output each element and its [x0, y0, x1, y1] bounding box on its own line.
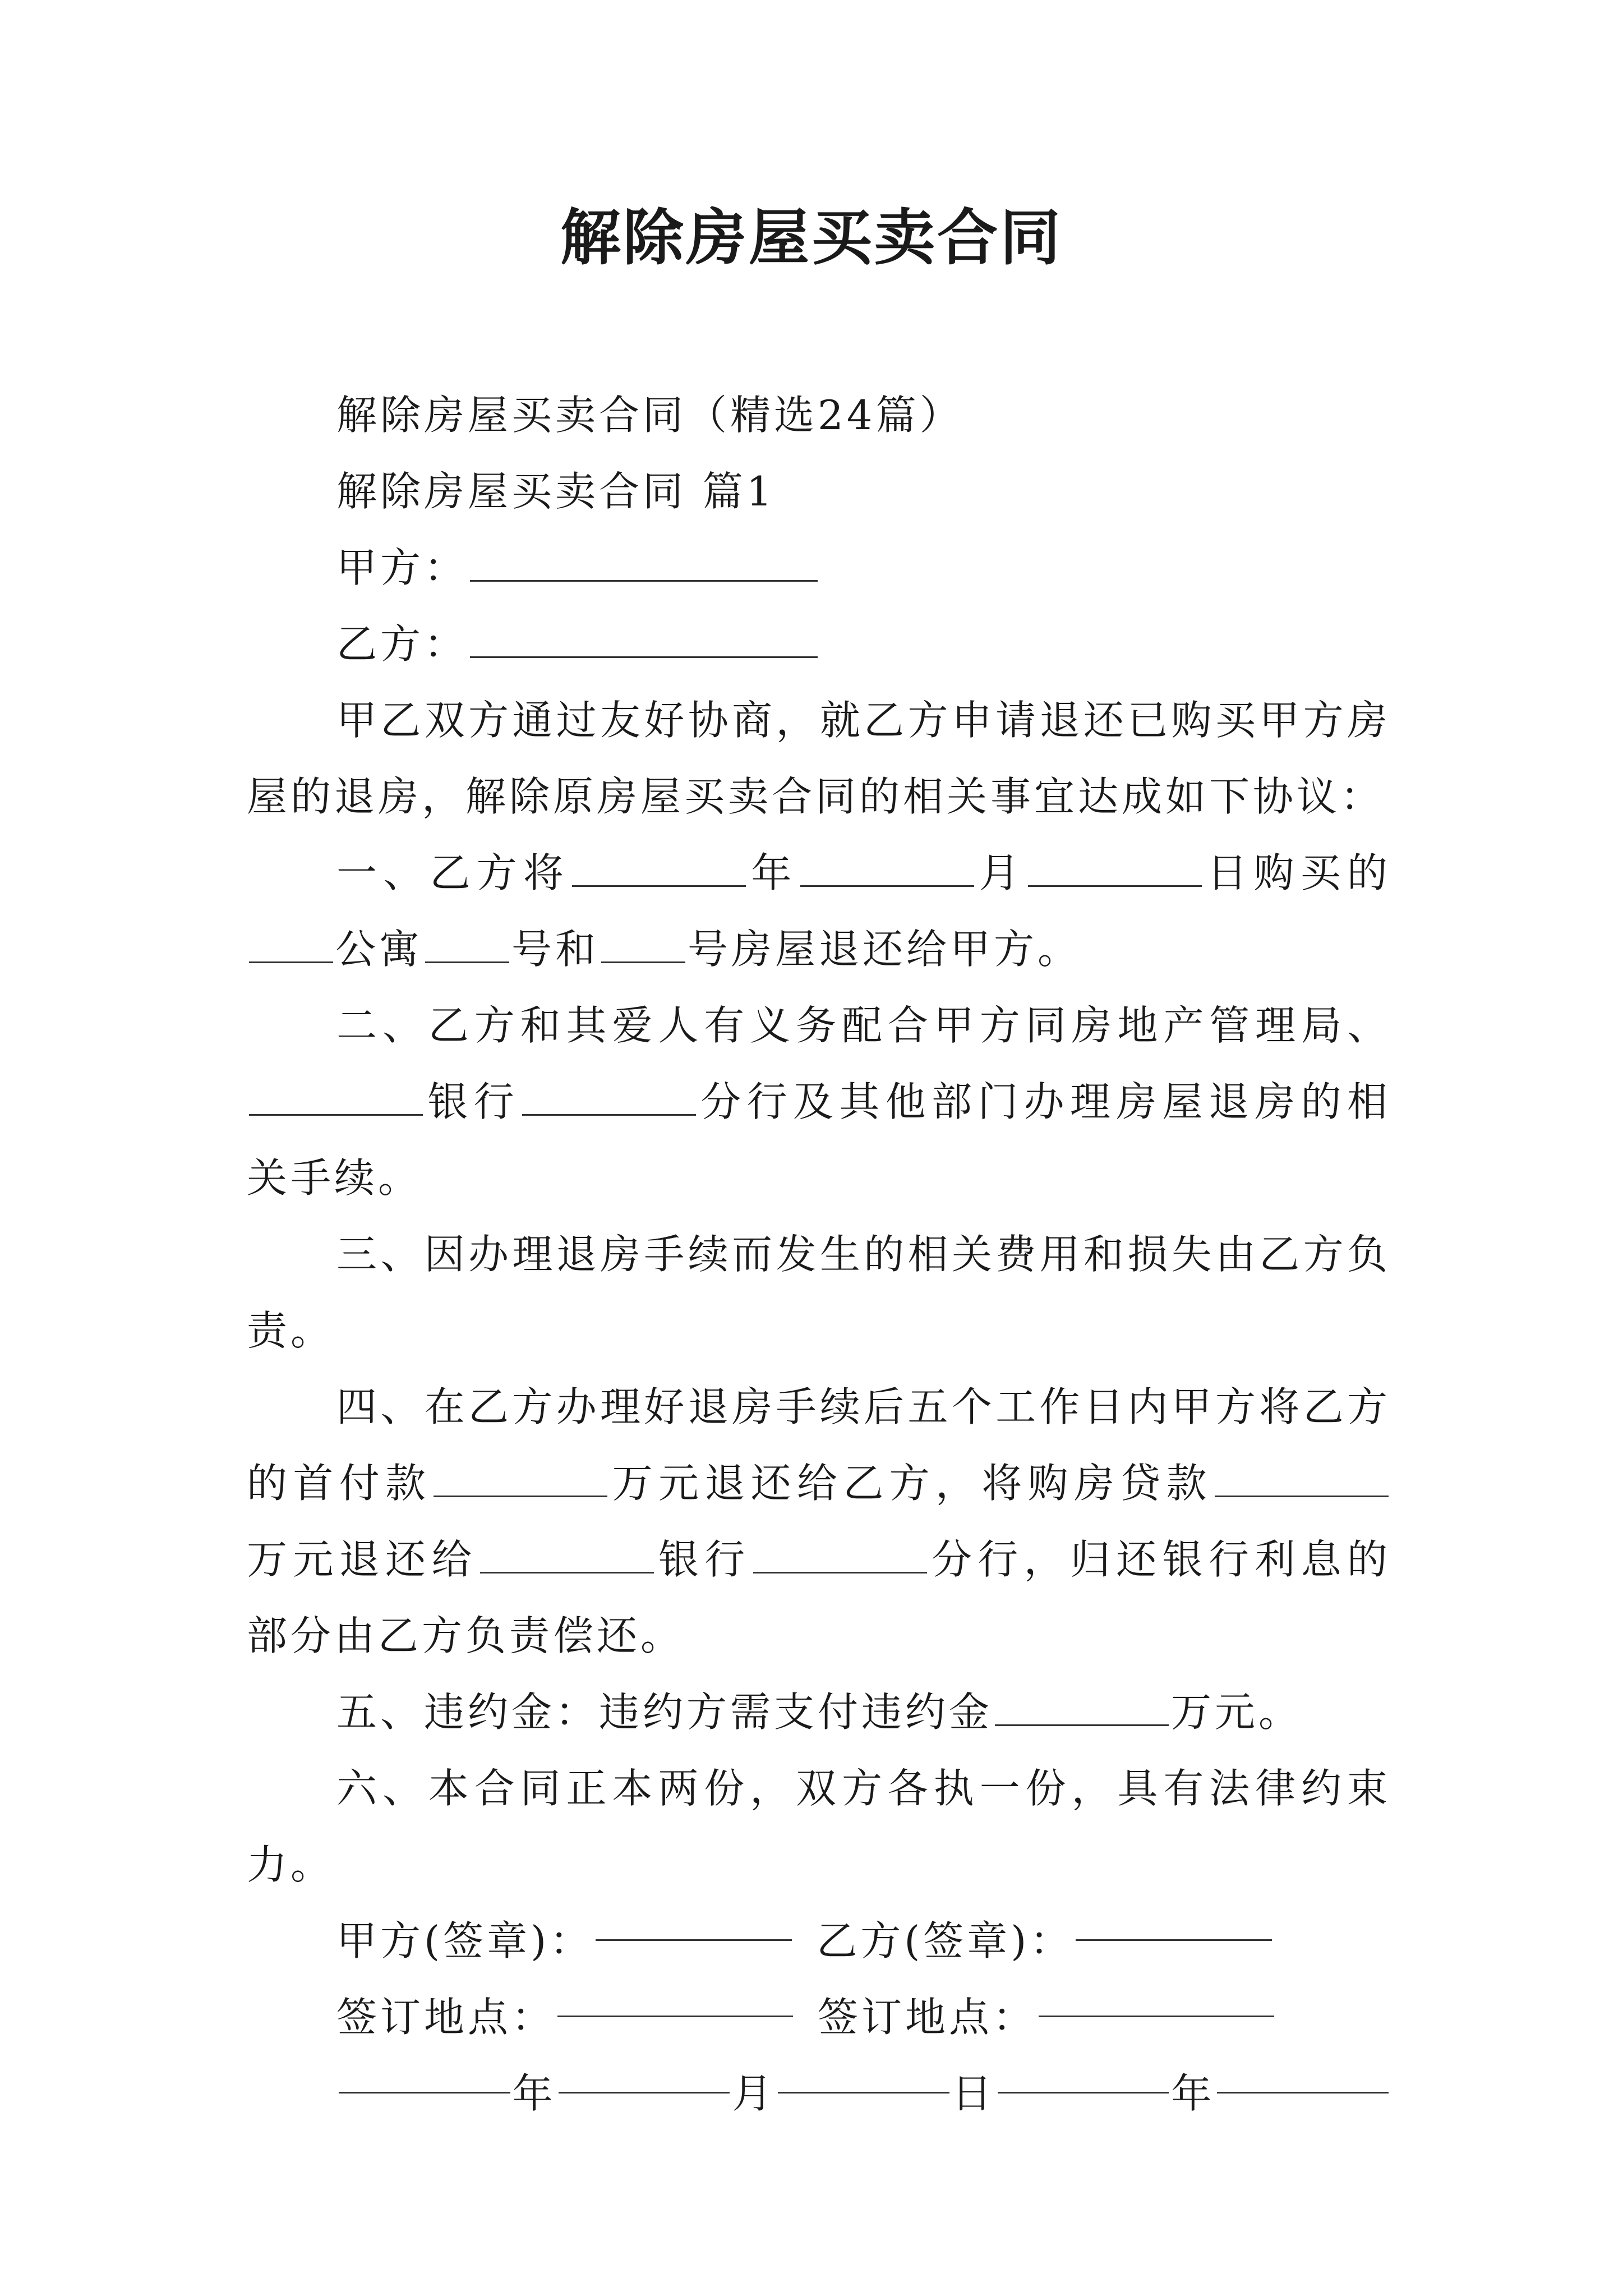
clause-1-month-blank[interactable] [800, 849, 974, 887]
party-b-place-blank[interactable] [1039, 1979, 1274, 2017]
clause-4-downpayment-blank[interactable] [434, 1459, 607, 1497]
clause-4-loan-blank[interactable] [1215, 1459, 1389, 1497]
date-row: 年 月 日 年 [247, 2055, 1391, 2132]
party-b-blank[interactable] [470, 620, 818, 658]
clause-1-apartment-blank[interactable] [249, 925, 333, 963]
date-month2-blank[interactable] [1217, 2055, 1389, 2093]
clause-4-branch-blank[interactable] [753, 1535, 927, 1573]
intro-paragraph: 甲乙双方通过友好协商，就乙方申请退还已购买甲方房屋的退房，解除原房屋买卖合同的相关事宜达成如下协议： [247, 697, 1391, 820]
clause-1-number2-blank[interactable] [601, 925, 685, 963]
party-a-signature-blank[interactable] [596, 1903, 792, 1941]
clause-3: 三、因办理退房手续而发生的相关费用和损失由乙方负责。 [247, 1231, 1391, 1354]
chapter-heading: 解除房屋买卖合同 篇1 [336, 468, 776, 515]
party-a-line: 甲方： [247, 530, 1391, 606]
document-body [247, 377, 1391, 2132]
clause-5: 五、违约金：违约方需支付违约金 万元。 [336, 1688, 1303, 1736]
clause-6: 六、本合同正本两份，双方各执一份，具有法律约束力。 [247, 1765, 1391, 1888]
clause-2-bank-blank[interactable] [249, 1078, 423, 1116]
clause-1-year-blank[interactable] [572, 849, 746, 887]
clause-2-branch-blank[interactable] [522, 1078, 696, 1116]
document-title: 解除房屋买卖合同 [560, 203, 1063, 273]
clause-4-bank-blank[interactable] [480, 1535, 654, 1573]
clause-4: 四、在乙方办理好退房手续后五个工作日内甲方将乙方的首付款 万元退还给乙方，将购房贷款万元退还给 银行 分行，归还银行利息的部分由乙方负责偿还。 [247, 1383, 1391, 1659]
date-month-blank[interactable] [559, 2055, 730, 2093]
date-day-blank[interactable] [778, 2055, 949, 2093]
date-year-blank[interactable] [339, 2055, 510, 2093]
signature-row: 甲方(签章)： 乙方(签章)： [247, 1903, 1391, 1979]
clause-2: 二、乙方和其爱人有义务配合甲方同房地产管理局、银行 分行及其他部门办理房屋退房的相关手续。 [247, 1002, 1391, 1202]
clause-1: 一、乙方将 年 月 日购买的公寓 号和 号房屋退还给甲方。 [247, 835, 1391, 987]
clause-1-day-blank[interactable] [1028, 849, 1202, 887]
party-a-place-blank[interactable] [557, 1979, 793, 2017]
party-b-line: 乙方： [247, 606, 1391, 682]
party-a-blank[interactable] [470, 544, 818, 582]
place-row: 签订地点： 签订地点： [247, 1979, 1391, 2055]
clause-1-number-blank[interactable] [425, 925, 509, 963]
subtitle: 解除房屋买卖合同（精选24篇） [336, 392, 963, 439]
clause-5-penalty-blank[interactable] [995, 1688, 1169, 1726]
party-b-signature-blank[interactable] [1076, 1903, 1272, 1941]
date-year2-blank[interactable] [998, 2055, 1169, 2093]
